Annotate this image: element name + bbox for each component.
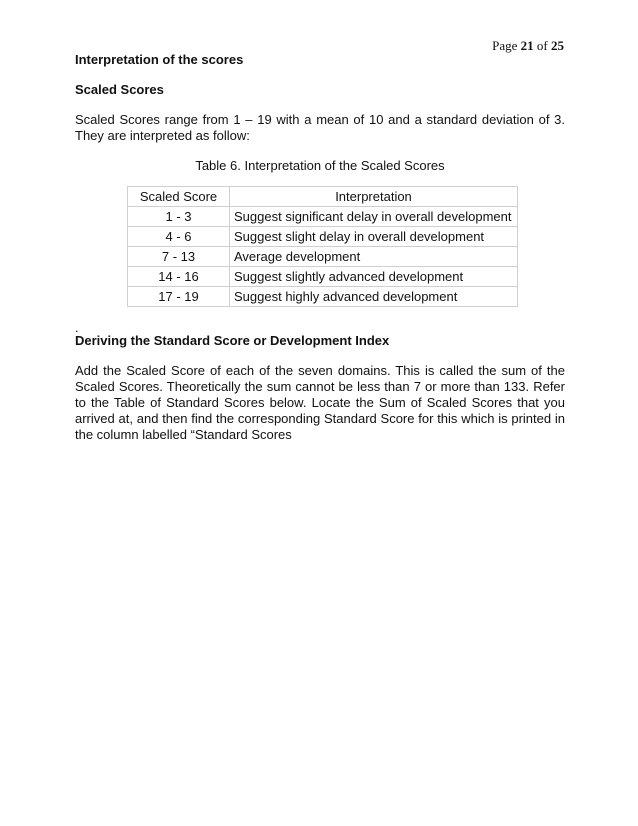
scaled-scores-table bbox=[127, 186, 518, 307]
document-body bbox=[75, 52, 565, 443]
table-row bbox=[128, 287, 518, 307]
scaled-scores-heading: Scaled Scores bbox=[75, 82, 164, 97]
score-range-cell: 17 - 19 bbox=[128, 287, 230, 307]
page-prefix: Page bbox=[492, 38, 518, 53]
deriving-heading: Deriving the Standard Score or Development Index bbox=[75, 333, 390, 348]
page-current: 21 bbox=[520, 38, 534, 53]
interpretation-cell: Suggest slightly advanced development bbox=[230, 267, 518, 287]
header-interpretation: Interpretation bbox=[230, 187, 518, 207]
score-range-cell: 14 - 16 bbox=[128, 267, 230, 287]
interpretation-cell: Suggest slight delay in overall development bbox=[230, 227, 518, 247]
score-range-cell: 1 - 3 bbox=[128, 207, 230, 227]
section-title: Interpretation of the scores bbox=[75, 52, 244, 67]
stray-period: . bbox=[75, 320, 79, 335]
table-row bbox=[128, 247, 518, 267]
score-range-cell: 7 - 13 bbox=[128, 247, 230, 267]
interpretation-cell: Suggest highly advanced development bbox=[230, 287, 518, 307]
interpretation-cell: Suggest significant delay in overall development bbox=[230, 207, 518, 227]
page-total: 25 bbox=[551, 38, 564, 53]
table-caption: Table 6. Interpretation of the Scaled Scores bbox=[195, 158, 445, 173]
header-scaled-score: Scaled Score bbox=[128, 187, 230, 207]
table-row bbox=[128, 267, 518, 287]
table-row bbox=[128, 207, 518, 227]
table-row bbox=[128, 227, 518, 247]
score-range-cell: 4 - 6 bbox=[128, 227, 230, 247]
scaled-scores-paragraph: Scaled Scores range from 1 – 19 with a mean of 10 and a standard deviation of 3. They are interpreted as follow: bbox=[75, 112, 565, 143]
deriving-paragraph: Add the Scaled Score of each of the seven domains. This is called the sum of the Scaled Scores. Theoretically the sum cannot be less than 7 or more than 133. Refer to the Table of Standard Scores below. Locate the Sum of Scaled Scores that you arrived at, and then find the corresponding Standard Score for this which is printed in the column labelled “Standard Scores bbox=[75, 363, 565, 442]
page-of: of bbox=[536, 38, 548, 53]
interpretation-cell: Average development bbox=[230, 247, 518, 267]
table-header-row bbox=[128, 187, 518, 207]
